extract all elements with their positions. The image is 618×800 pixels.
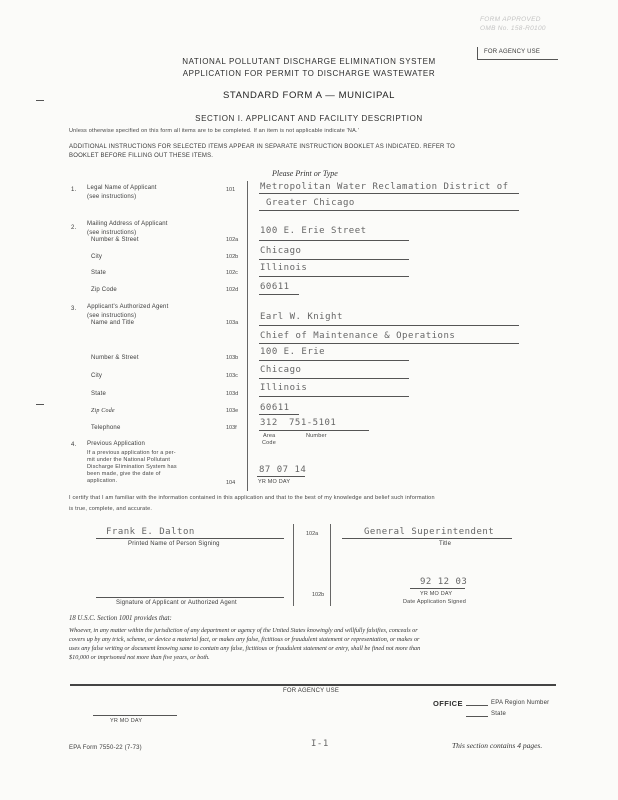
- field-code: 102c: [226, 270, 238, 276]
- previous-application-desc-1: If a previous application for a per-: [87, 450, 176, 456]
- signer-name-value: Frank E. Dalton: [106, 527, 195, 537]
- previous-application-desc-5: application.: [87, 478, 118, 484]
- signature-box-right: [330, 524, 331, 606]
- footer-agency-use-label: FOR AGENCY USE: [283, 688, 340, 694]
- mailing-address-instructions: (see instructions): [87, 230, 137, 236]
- certification-text-1: I certify that I am familiar with the information contained in this application and that to the best of my knowledge and belief such information: [69, 495, 435, 501]
- agent-state-value: Illinois: [260, 383, 308, 393]
- field-code: 103e: [226, 408, 239, 414]
- state-label: State: [91, 270, 107, 276]
- telephone-label: Telephone: [91, 425, 121, 431]
- field-code: 103c: [226, 373, 238, 379]
- field-code: 103b: [226, 355, 239, 361]
- legal-text-3: uses any false writing or document knowing same to contain any false, fictitious or fraudulent statement or entry, shall be fined not more than: [69, 645, 421, 652]
- area-code-label-2: Code: [262, 440, 276, 446]
- date-signed-value: 92 12 03: [420, 577, 468, 587]
- state-label: State: [491, 711, 507, 717]
- legal-text-2: covers up by any trick, scheme, or device a material fact, or makes any false, fictitious or fraudulent statement or representation, or makes or: [69, 636, 420, 643]
- street-label: Number & Street: [91, 237, 139, 243]
- title-line-2: APPLICATION FOR PERMIT TO DISCHARGE WASTEWATER: [182, 69, 436, 78]
- city-label: City: [91, 254, 103, 260]
- zip-label: Zip Code: [91, 408, 115, 414]
- margin-mark: [36, 404, 44, 405]
- date-format-label: YR MO DAY: [258, 479, 291, 485]
- previous-application-label: Previous Application: [87, 441, 146, 447]
- omb-number: OMB No. 158-R0100: [480, 25, 546, 32]
- legal-name-label: Legal Name of Applicant: [87, 185, 157, 191]
- applicant-street-value: 100 E. Erie Street: [260, 226, 367, 236]
- additional-instructions-2: BOOKLET BEFORE FILLING OUT THESE ITEMS.: [69, 153, 214, 159]
- city-label: City: [91, 373, 103, 379]
- previous-application-date: 87 07 14: [259, 465, 307, 475]
- previous-application-desc-3: Discharge Elimination System has: [87, 464, 177, 470]
- margin-mark: [36, 100, 44, 101]
- applicant-city-value: Chicago: [260, 246, 302, 256]
- agent-city-value: Chicago: [260, 365, 302, 375]
- item-number: 2.: [71, 225, 77, 231]
- legal-text-4: $10,000 or imprisoned not more than five years, or both.: [69, 654, 210, 661]
- legal-name-value-1: Metropolitan Water Reclamation District of: [260, 182, 509, 192]
- agent-label: Applicant's Authorized Agent: [87, 304, 169, 310]
- agent-street-value: 100 E. Erie: [260, 347, 326, 357]
- agent-zip-value: 60611: [260, 403, 290, 413]
- title-label: Title: [439, 541, 452, 547]
- legal-name-value-2: Greater Chicago: [266, 198, 355, 208]
- field-code: 102a: [306, 531, 319, 537]
- field-code: 102b: [226, 254, 239, 260]
- signer-title-value: General Superintendent: [364, 527, 495, 537]
- item-number: 3.: [71, 306, 77, 312]
- agent-title-value: Chief of Maintenance & Operations: [260, 331, 456, 341]
- epa-region-label: EPA Region Number: [491, 700, 550, 706]
- certification-text-2: is true, complete, and accurate.: [69, 506, 153, 512]
- page-number: I-1: [311, 739, 329, 749]
- agency-use-label: FOR AGENCY USE: [484, 49, 541, 55]
- agent-name-value: Earl W. Knight: [260, 312, 343, 322]
- previous-application-desc-4: been made, give the date of: [87, 471, 161, 477]
- title-line-1: NATIONAL POLLUTANT DISCHARGE ELIMINATION SYSTEM: [182, 57, 436, 66]
- field-code: 103a: [226, 320, 239, 326]
- street-label: Number & Street: [91, 355, 139, 361]
- date-format-label: YR MO DAY: [420, 591, 453, 597]
- legal-name-instructions: (see instructions): [87, 194, 137, 200]
- signer-name-label: Printed Name of Person Signing: [128, 541, 220, 547]
- field-code: 103f: [226, 425, 237, 431]
- office-label: OFFICE: [433, 699, 463, 708]
- code-column-divider: [247, 181, 248, 491]
- area-code-value: 312: [260, 418, 278, 428]
- area-code-label: Area: [263, 433, 276, 439]
- field-code: 102b: [312, 592, 325, 598]
- print-hint: Please Print or Type: [272, 169, 338, 178]
- number-label: Number: [306, 433, 327, 439]
- legal-text-1: Whoever, in any matter within the jurisdiction of any department or agency of the United States knowingly and willfully falsifies, conceals or: [69, 627, 418, 634]
- date-signed-label: Date Application Signed: [403, 599, 467, 605]
- signature-box-left: [293, 524, 294, 606]
- field-code: 102d: [226, 287, 239, 293]
- section-title: SECTION I. APPLICANT AND FACILITY DESCRIPTION: [195, 114, 423, 123]
- form-approved-note: FORM APPROVED: [480, 16, 541, 23]
- mailing-address-label: Mailing Address of Applicant: [87, 221, 168, 227]
- signature-label: Signature of Applicant or Authorized Agent: [116, 600, 237, 606]
- field-code: 103d: [226, 391, 239, 397]
- item-number: 1.: [71, 187, 77, 193]
- field-code: 104: [226, 480, 236, 486]
- previous-application-desc-2: mit under the National Pollutant: [87, 457, 171, 463]
- field-code: 102a: [226, 237, 239, 243]
- state-label: State: [91, 391, 107, 397]
- zip-label: Zip Code: [91, 287, 117, 293]
- additional-instructions-1: ADDITIONAL INSTRUCTIONS FOR SELECTED ITEMS APPEAR IN SEPARATE INSTRUCTION BOOKLET AS INDICATED. REFER TO: [69, 144, 455, 150]
- footer-date-label: YR MO DAY: [110, 718, 143, 724]
- form-title: STANDARD FORM A — MUNICIPAL: [222, 90, 396, 101]
- legal-heading: 18 U.S.C. Section 1001 provides that:: [69, 615, 172, 622]
- name-title-label: Name and Title: [91, 320, 135, 326]
- instructions-line: Unless otherwise specified on this form all items are to be completed. If an item is not applicable indicate 'NA.': [69, 128, 359, 134]
- agent-instructions: (see instructions): [87, 313, 137, 319]
- phone-number-value: 751-5101: [289, 418, 337, 428]
- agency-use-rule: [70, 684, 556, 686]
- applicant-zip-value: 60611: [260, 282, 290, 292]
- pages-note: This section contains 4 pages.: [452, 741, 543, 750]
- field-code: 101: [226, 187, 236, 193]
- item-number: 4.: [71, 442, 77, 448]
- form-number: EPA Form 7550-22 (7-73): [69, 745, 142, 751]
- applicant-state-value: Illinois: [260, 263, 308, 273]
